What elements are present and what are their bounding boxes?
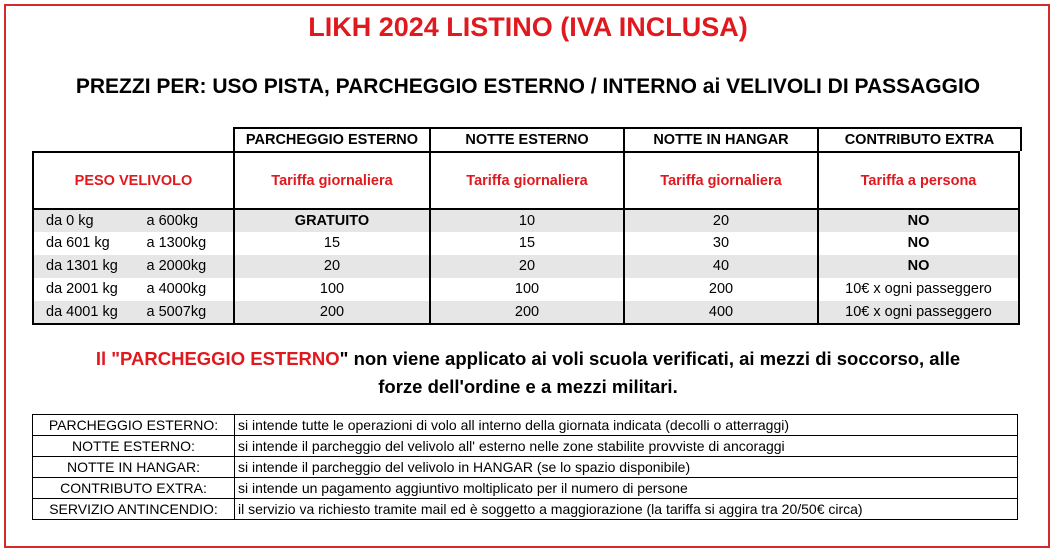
legend-definition: si intende tutte le operazioni di volo all interno della giornata indicata (decolli o atterraggi) [235, 415, 1018, 436]
weight-from: da 0 kg [46, 212, 94, 229]
price-cell: 20 [624, 209, 818, 232]
rate-label: Tariffa a persona [818, 152, 1019, 209]
notice-line2: forze dell'ordine e a mezzi militari. [378, 376, 678, 397]
definitions-table [32, 414, 1018, 520]
table-row [33, 301, 1019, 324]
page-subtitle: PREZZI PER: USO PISTA, PARCHEGGIO ESTERNO / INTERNO ai VELIVOLI DI PASSAGGIO [75, 75, 981, 98]
weight-to: a 1300kg [146, 235, 207, 251]
weight-from: da 1301 kg [46, 258, 118, 274]
legend-definition: si intende il parcheggio del velivolo in HANGAR (se lo spazio disponibile) [235, 457, 1018, 478]
table-row [33, 436, 1018, 457]
weight-from: da 4001 kg [46, 303, 118, 320]
parking-notice [0, 345, 1056, 401]
table-row [33, 457, 1018, 478]
price-table [32, 151, 1020, 325]
weight-to: a 2000kg [146, 258, 207, 274]
price-cell: 400 [624, 301, 818, 324]
weight-to: a 600kg [146, 212, 199, 229]
notice-line1: " non viene applicato ai voli scuola verificati, ai mezzi di soccorso, alle [339, 348, 961, 369]
weight-to: a 4000kg [146, 281, 207, 297]
header-parcheggio-esterno: PARCHEGGIO ESTERNO [235, 129, 431, 151]
rate-label: Tariffa giornaliera [430, 152, 624, 209]
price-cell: 40 [624, 255, 818, 278]
legend-definition: il servizio va richiesto tramite mail ed è soggetto a maggiorazione (la tariffa si aggira tra 20/50€ circa) [235, 499, 1018, 520]
header-notte-esterno: NOTTE ESTERNO [431, 129, 625, 151]
legend-term: CONTRIBUTO EXTRA: [33, 478, 235, 499]
weight-to: a 5007kg [146, 303, 207, 320]
table-row [33, 478, 1018, 499]
weight-header: PESO VELIVOLO [33, 152, 234, 209]
price-cell: 100 [430, 278, 624, 301]
notice-prefix: Il " [95, 348, 121, 369]
table-row [33, 278, 1019, 301]
price-cell: 15 [430, 232, 624, 255]
price-cell: NO [818, 232, 1019, 255]
price-cell: 30 [624, 232, 818, 255]
price-cell: 10 [430, 209, 624, 232]
header-contributo-extra: CONTRIBUTO EXTRA [844, 132, 995, 148]
legend-definition: si intende il parcheggio del velivolo all' esterno nelle zone stabilite provviste di ancoraggi [235, 436, 1018, 457]
price-cell: 15 [234, 232, 430, 255]
rate-label: Tariffa giornaliera [234, 152, 430, 209]
rate-label: Tariffa giornaliera [624, 152, 818, 209]
legend-term: PARCHEGGIO ESTERNO: [33, 415, 235, 436]
table-row [33, 209, 1019, 232]
price-column-headers [233, 127, 1022, 151]
price-cell: 200 [430, 301, 624, 324]
legend-term: NOTTE IN HANGAR: [33, 457, 235, 478]
price-cell: 100 [234, 278, 430, 301]
header-notte-hangar: NOTTE IN HANGAR [625, 129, 819, 151]
price-cell: 10€ x ogni passeggero [818, 278, 1019, 301]
table-row [33, 499, 1018, 520]
price-cell: 20 [234, 255, 430, 278]
page-title: LIKH 2024 LISTINO (IVA INCLUSA) [308, 12, 748, 42]
price-cell: 20 [430, 255, 624, 278]
price-cell: NO [818, 255, 1019, 278]
price-cell: GRATUITO [234, 209, 430, 232]
legend-term: SERVIZIO ANTINCENDIO: [33, 499, 235, 520]
notice-highlight: PARCHEGGIO ESTERNO [120, 348, 340, 369]
price-cell: 200 [234, 301, 430, 324]
table-row [33, 232, 1019, 255]
price-cell: 200 [624, 278, 818, 301]
table-row [33, 415, 1018, 436]
price-cell: NO [818, 209, 1019, 232]
table-row [33, 255, 1019, 278]
weight-from: da 601 kg [46, 235, 110, 251]
weight-from: da 2001 kg [46, 281, 118, 297]
price-cell: 10€ x ogni passeggero [818, 301, 1019, 324]
legend-term: NOTTE ESTERNO: [33, 436, 235, 457]
legend-definition: si intende un pagamento aggiuntivo moltiplicato per il numero di persone [235, 478, 1018, 499]
